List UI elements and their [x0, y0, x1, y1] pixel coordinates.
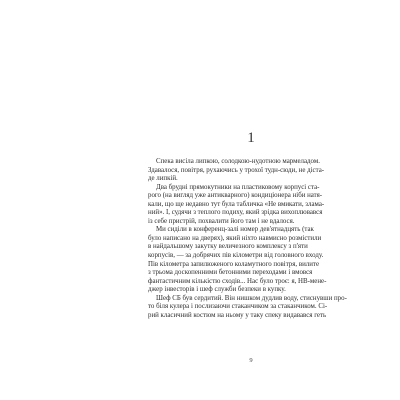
page-number: 9	[249, 357, 253, 364]
paragraph-3	[148, 226, 400, 294]
text-line: Пів кілометра запилюженого коламутного повітря, вилите	[148, 260, 319, 268]
text-line: з трьома доскопенними бетонними переходами і вмовся	[148, 269, 313, 277]
text-line: було написано на дверях), який ніхто навмисно розмістили	[148, 234, 322, 242]
paragraph-2	[148, 184, 400, 227]
text-line: Шеф СБ був сердитий. Він нишком дудлив воду, стиснувши про-	[156, 294, 347, 302]
text-line: ний». І, судячи з теплого подиху, який зрідка вихоплювався	[148, 209, 323, 217]
text-line: рий класичний костюм на ньому у таку спеку видавався геть	[148, 311, 327, 319]
paragraph-1	[148, 158, 400, 184]
text-line: кали, що ще недавно тут була табличка «Не вмикати, злама-	[148, 200, 325, 208]
text-line: рого (на вигляд уже антикварного) кондиціонера ніби натя-	[148, 192, 323, 200]
text-line: фантастичним кількістю сходів... Нас було троє: я, НВ-мене-	[148, 277, 327, 285]
text-line: із себе пристрій, похвалити його там і не вдалося.	[148, 217, 295, 225]
text-line: джер інвесторів і шеф служби безпеки в купку.	[148, 286, 286, 294]
text-line: Здавалося, повітря, рухаючись у трохої тудн-сюди, не діста-	[148, 166, 325, 174]
text-line: Два брудні прямокутники на пластиковому корпусі ста-	[156, 183, 320, 191]
text-line: в найдальшому закутку величезного комплексу з п'яти	[148, 243, 308, 251]
paragraph-4	[148, 295, 400, 321]
text-line: то біля кулера і послизаючи стаканчиком за стаканчиком. Сі-	[148, 303, 328, 311]
text-line: де липкій.	[148, 175, 178, 183]
text-line: Ми сиділи в конференц-залі номер дев'ятнадцять (так	[156, 226, 314, 234]
text-line: Спека висіла липкою, солодкою-нудотною мармеладом.	[156, 158, 320, 165]
body-text	[148, 158, 400, 320]
text-line: корпусів, — за добрячих пів кілометри від головного входу.	[148, 252, 324, 260]
chapter-number: 1	[247, 130, 255, 146]
